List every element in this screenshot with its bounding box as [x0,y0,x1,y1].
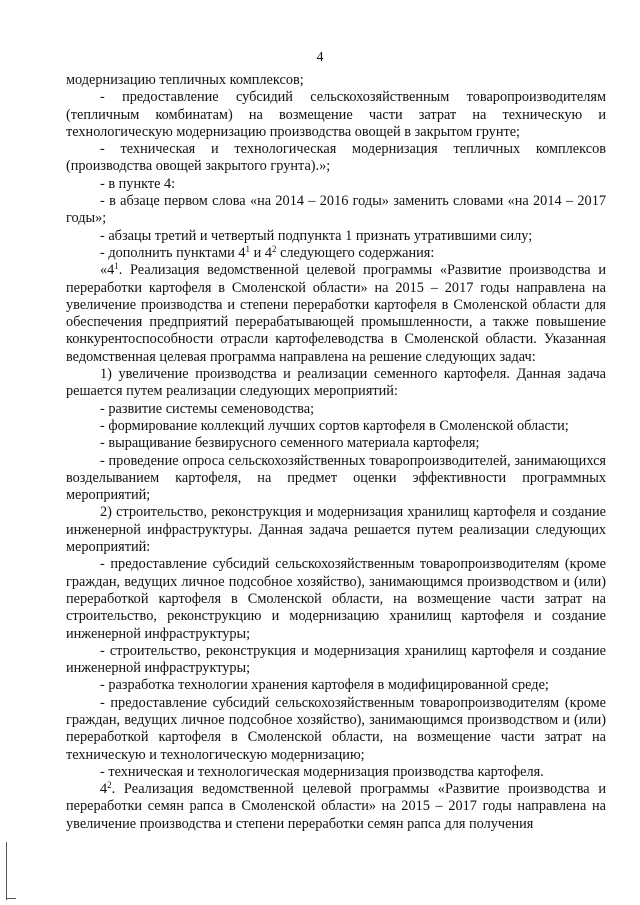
paragraph: 2) строительство, реконструкция и модернизация хранилищ картофеля и создание инженерной инфраструктуры. Данная задача решается путем реализации следующих мероприятий: [66,504,606,556]
paragraph: - техническая и технологическая модернизация производства картофеля. [100,763,544,780]
paragraph [66,781,606,833]
paragraph: - в пункте 4: [100,175,176,192]
paragraph: - в абзаце первом слова «на 2014 – 2016 годы» заменить словами «на 2014 – 2017 годы»; [66,193,606,227]
paragraph: - предоставление субсидий сельскохозяйственным товаропроизводителям (тепличным комбинатам) на возмещение части затрат на техническую и технологическую модернизацию производства овощей в закрытом грунте; [66,89,606,140]
paragraph [66,245,606,262]
paragraph: модернизацию тепличных комплексов; [66,72,304,88]
paragraph [66,262,606,366]
paragraph: - строительство, реконструкция и модернизация хранилищ картофеля и создание инженерной инфраструктуры; [66,642,606,677]
paragraph: - проведение опроса сельскохозяйственных товаропроизводителей, занимающихся возделыванием картофеля, на предмет оценки эффективности программных мероприятий; [66,452,606,504]
text-run: следующего содержания: [276,244,435,261]
margin-line [6,842,7,900]
superscript: 1 [245,243,251,254]
paragraph: - абзацы третий и четвертый подпункта 1 признать утратившими силу; [100,227,533,244]
text-run: и 4 [250,244,272,261]
text-run: 4 [100,781,108,798]
paragraph: - формирование коллекций лучших сортов картофеля в Смоленской области; [100,417,569,434]
text-run: - дополнить пунктами 4 [100,244,246,261]
superscript: 2 [272,243,277,254]
paragraph: - техническая и технологическая модернизация тепличных комплексов (производства овощей закрытого грунта).»; [66,141,606,175]
paragraph: 1) увеличение производства и реализации семенного картофеля. Данная задача решается путем реализации следующих мероприятий: [66,366,606,400]
paragraph: - разработка технологии хранения картофеля в модифицированной среде; [100,677,549,694]
page-number: 4 [316,50,324,65]
paragraph: - предоставление субсидий сельскохозяйственным товаропроизводителям (кроме граждан, ведущих личное подсобное хозяйство), занимающимся производством и (или) переработкой картофеля в Смоленской области, на возмещение части затрат на техническую и технологическую модернизацию; [66,694,606,763]
paragraph: - развитие системы семеноводства; [100,400,315,417]
paragraph: - выращивание безвирусного семенного материала картофеля; [100,435,480,452]
superscript: 2 [107,780,112,791]
superscript: 1 [114,261,119,272]
paragraph: - предоставление субсидий сельскохозяйственным товаропроизводителям (кроме граждан, ведущих личное подсобное хозяйство), занимающимся производством и (или) переработкой картофеля в Смоленской области, на возмещение части затрат на строительство, реконструкцию и модернизацию хранилищ картофеля и создание инженерной инфраструктуры; [66,556,606,642]
document-body [66,72,606,833]
text-run: . Реализация ведомственной целевой программы «Развитие производства и переработки картофеля в Смоленской области» на 2015 – 2017 годы направлена на увеличение производства и степени переработки картофеля в Смоленской области для обеспечения предприятий перерабатывающей промышленности, а также повышение конкурентоспособности отрасли картофелеводства в Смоленской области. Указанная ведомственная целевая программа направлена на решение следующих задач: [66,262,606,365]
text-run: . Реализация ведомственной целевой программы «Развитие производства и переработки семян рапса в Смоленской области» на 2015 – 2017 годы направлена на увеличение производства и степени переработки семян рапса для получения [66,781,606,832]
margin-tick [6,898,16,899]
text-run: «4 [100,262,115,279]
